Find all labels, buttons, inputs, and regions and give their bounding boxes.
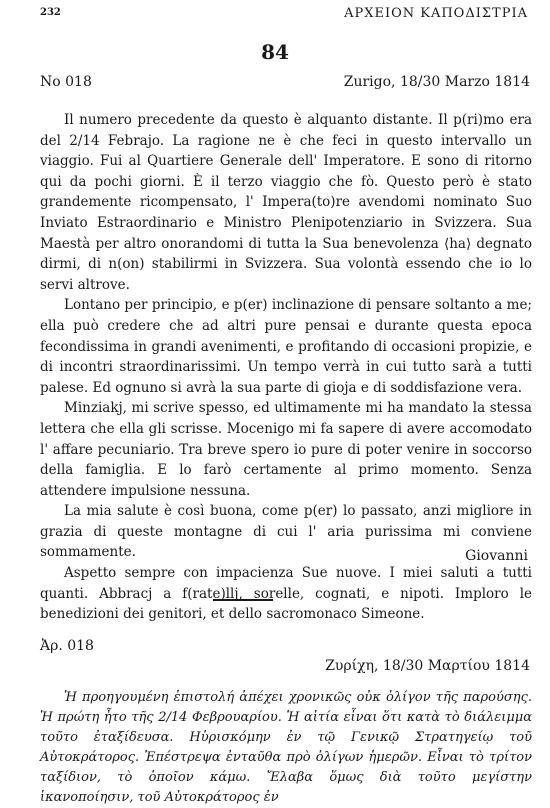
italian-ref-number: No 018 xyxy=(40,74,92,90)
greek-ref-number: Ἀρ. 018 xyxy=(40,638,94,654)
italian-paragraph: Il numero precedente da questo è alquanto distante. Il p(ri)mo era del 2/14 Febrajo. La ragione ne è che feci in questo intervallo un viaggio. Fui al Quartiere Generale dell' Imperatore. E sono di ritorno qui da pochi giorni. È il terzo viaggio che fò. Questo però è stato grandemente ricompensato, l' Impera(to)re avendomi nominato Suo Inviato Estraordinario e Ministro Plenipotenziario in Svizzera. Sua Maestà per altro onorandomi di tutta la Sua benevolenza ⟨ha⟩ degnato dirmi, di n(on) stabilirmi in Svizzera. Sua volontà essendo che io lo servi altrove. xyxy=(40,112,532,293)
running-head: ΑΡΧΕΙΟΝ ΚΑΠΟΔΙΣΤΡΙΑ xyxy=(344,6,528,21)
italian-paragraph: La mia salute è così buona, come p(er) lo passato, anzi migliore in grazia di queste montagne di cui l' aria purissima mi conviene sommamente. xyxy=(40,503,532,561)
page-number: 232 xyxy=(40,7,61,18)
greek-paragraph: Ἡ προηγουμένη ἐπιστολή ἀπέχει χρονικῶς οὐκ ὀλίγον τῆς παρούσης. Ἡ πρώτη ἦτο τῆς 2/14 Φεβρουαρίου. Ἡ αἰτία εἶναι ὅτι κατὰ τὸ διάλειμμα τοῦτο ἐταξίδευσα. Ηὑρισκόμην ἐν τῷ Γενικῷ Στρατηγείῳ τοῦ Αὐτοκράτορος. Ἐπέστρεψα ἐνταῦθα πρὸ ὀλίγων ἡμερῶν. Εἶναι τὸ τρίτον ταξίδιον, τὸ ὁποῖον κάμω. Ἔλαβα ὅμως διὰ τοῦτο μεγίστην ἱκανοποίησιν, τοῦ Αὐτοκράτορος ἐν xyxy=(40,690,532,805)
italian-letter-body xyxy=(40,110,532,625)
italian-place-date: Zurigo, 18/30 Marzo 1814 xyxy=(343,74,530,90)
section-separator xyxy=(213,599,273,601)
italian-paragraph: Lontano per principio, e p(er) inclinazione di pensare soltanto a me; ella può credere che ad altri pure pensai e durante questa epoca fecondissima in grandi avenimenti, e profitando di occasioni propizie, e di incontri straordinarissimi. Un tempo verrà in cui tutto sarà a tutti palese. Ed ognuno si avrà la sua parte di gioja e di soddisfazione vera. xyxy=(40,297,532,396)
greek-place-date: Ζυρίχη, 18/30 Μαρτίου 1814 xyxy=(325,658,530,674)
italian-paragraph: Minziakj, mi scrive spesso, ed ultimamente mi ha mandato la stessa lettera che ella gli scrisse. Mocenigo mi fa sapere di avere accomodato l' affare pecuniario. Tra breve spero io pure di poter venire in soccorso della famiglia. E lo farò certamente al primo momento. Senza attendere impulsione nessuna. xyxy=(40,400,532,499)
greek-translation-body xyxy=(40,688,532,808)
italian-paragraph: Aspetto sempre con impacienza Sue nuove. I miei saluti a tutti quanti. Abbracj a f(rate)llj, sorelle, cognati, e nipoti. Imploro le benedizioni dei genitori, et dello sacromonaco Simeone. xyxy=(40,565,532,623)
signature: Giovanni xyxy=(465,548,528,564)
document-number: 84 xyxy=(261,40,289,64)
